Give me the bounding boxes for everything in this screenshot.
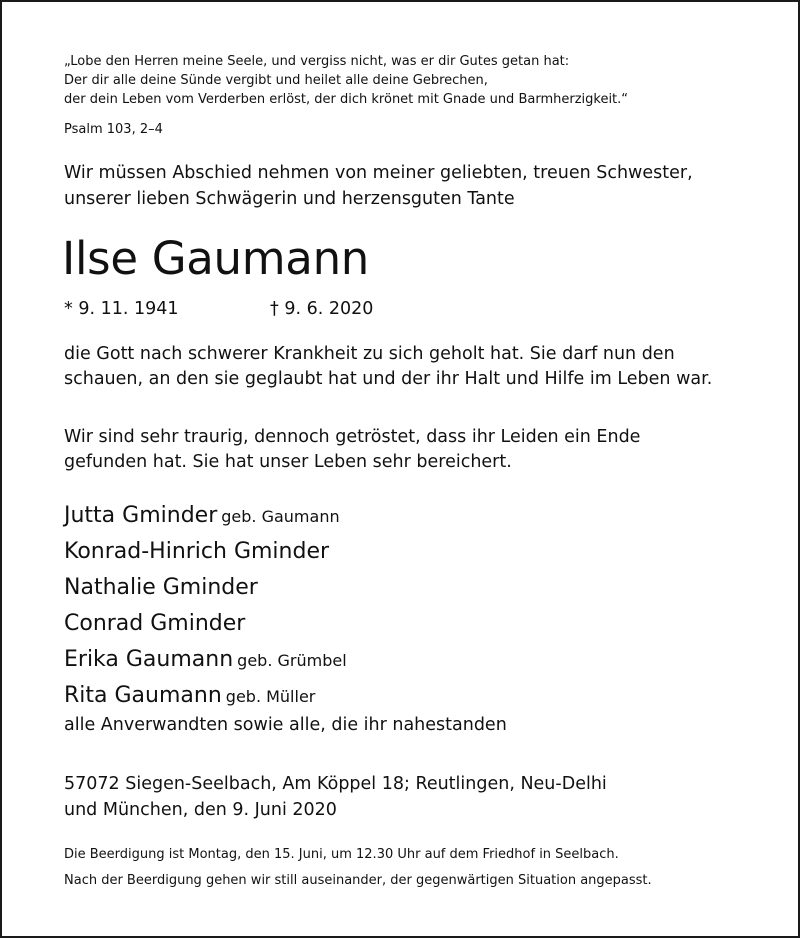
mourner-note: geb. Grümbel	[237, 651, 347, 670]
mourner-note: geb. Müller	[225, 687, 316, 706]
place-line: und München, den 9. Juni 2020	[64, 800, 337, 820]
paragraph-two	[64, 425, 640, 475]
mourner	[64, 570, 347, 606]
deceased-name: Ilse Gaumann	[62, 232, 370, 285]
mourner	[64, 678, 347, 714]
mourner	[64, 606, 347, 642]
mourner	[64, 534, 347, 570]
mourner	[64, 498, 347, 534]
mourner-name: Nathalie Gminder	[64, 575, 258, 600]
paragraph-line: Wir sind sehr traurig, dennoch getröstet, dass ihr Leiden ein Ende	[64, 427, 641, 447]
intro-line: unserer lieben Schwägerin und herzensguten Tante	[64, 189, 515, 209]
intro-line: Wir müssen Abschied nehmen von meiner geliebten, treuen Schwester,	[64, 163, 693, 183]
death-date: † 9. 6. 2020	[270, 299, 374, 319]
paragraph-line: gefunden hat. Sie hat unser Leben sehr bereichert.	[64, 452, 512, 472]
place-line: 57072 Siegen-Seelbach, Am Köppel 18; Reutlingen, Neu-Delhi	[64, 774, 607, 794]
quote-source: Psalm 103, 2–4	[64, 122, 163, 137]
paragraph-line: die Gott nach schwerer Krankheit zu sich geholt hat. Sie darf nun den	[64, 344, 675, 364]
mourner-name: Jutta Gminder	[64, 503, 218, 528]
mourner-name: Conrad Gminder	[64, 611, 246, 636]
mourner-name: Konrad-Hinrich Gminder	[64, 539, 330, 564]
place-and-date	[64, 771, 607, 823]
paragraph-line: schauen, an den sie geglaubt hat und der ihr Halt und Hilfe im Leben war.	[64, 369, 713, 389]
intro-text	[64, 160, 693, 212]
birth-date: * 9. 11. 1941	[64, 299, 179, 319]
mourner-name: Rita Gaumann	[64, 683, 222, 708]
mourner	[64, 642, 347, 678]
quote-line: „Lobe den Herren meine Seele, und vergiss nicht, was er dir Gutes getan hat:	[64, 54, 570, 69]
relatives-line: alle Anverwandten sowie alle, die ihr nahestanden	[64, 715, 507, 735]
funeral-info	[64, 842, 652, 894]
bible-quote	[64, 52, 628, 109]
funeral-line: Nach der Beerdigung gehen wir still auseinander, der gegenwärtigen Situation angepasst.	[64, 873, 652, 888]
mourners-list	[64, 498, 347, 714]
mourner-name: Erika Gaumann	[64, 647, 234, 672]
quote-line: der dein Leben vom Verderben erlöst, der dich krönet mit Gnade und Barmherzigkeit.“	[64, 92, 629, 107]
mourner-note: geb. Gaumann	[221, 507, 340, 526]
quote-line: Der dir alle deine Sünde vergibt und heilet alle deine Gebrechen,	[64, 73, 488, 88]
paragraph-one	[64, 342, 712, 392]
funeral-line: Die Beerdigung ist Montag, den 15. Juni, um 12.30 Uhr auf dem Friedhof in Seelbach.	[64, 847, 619, 862]
